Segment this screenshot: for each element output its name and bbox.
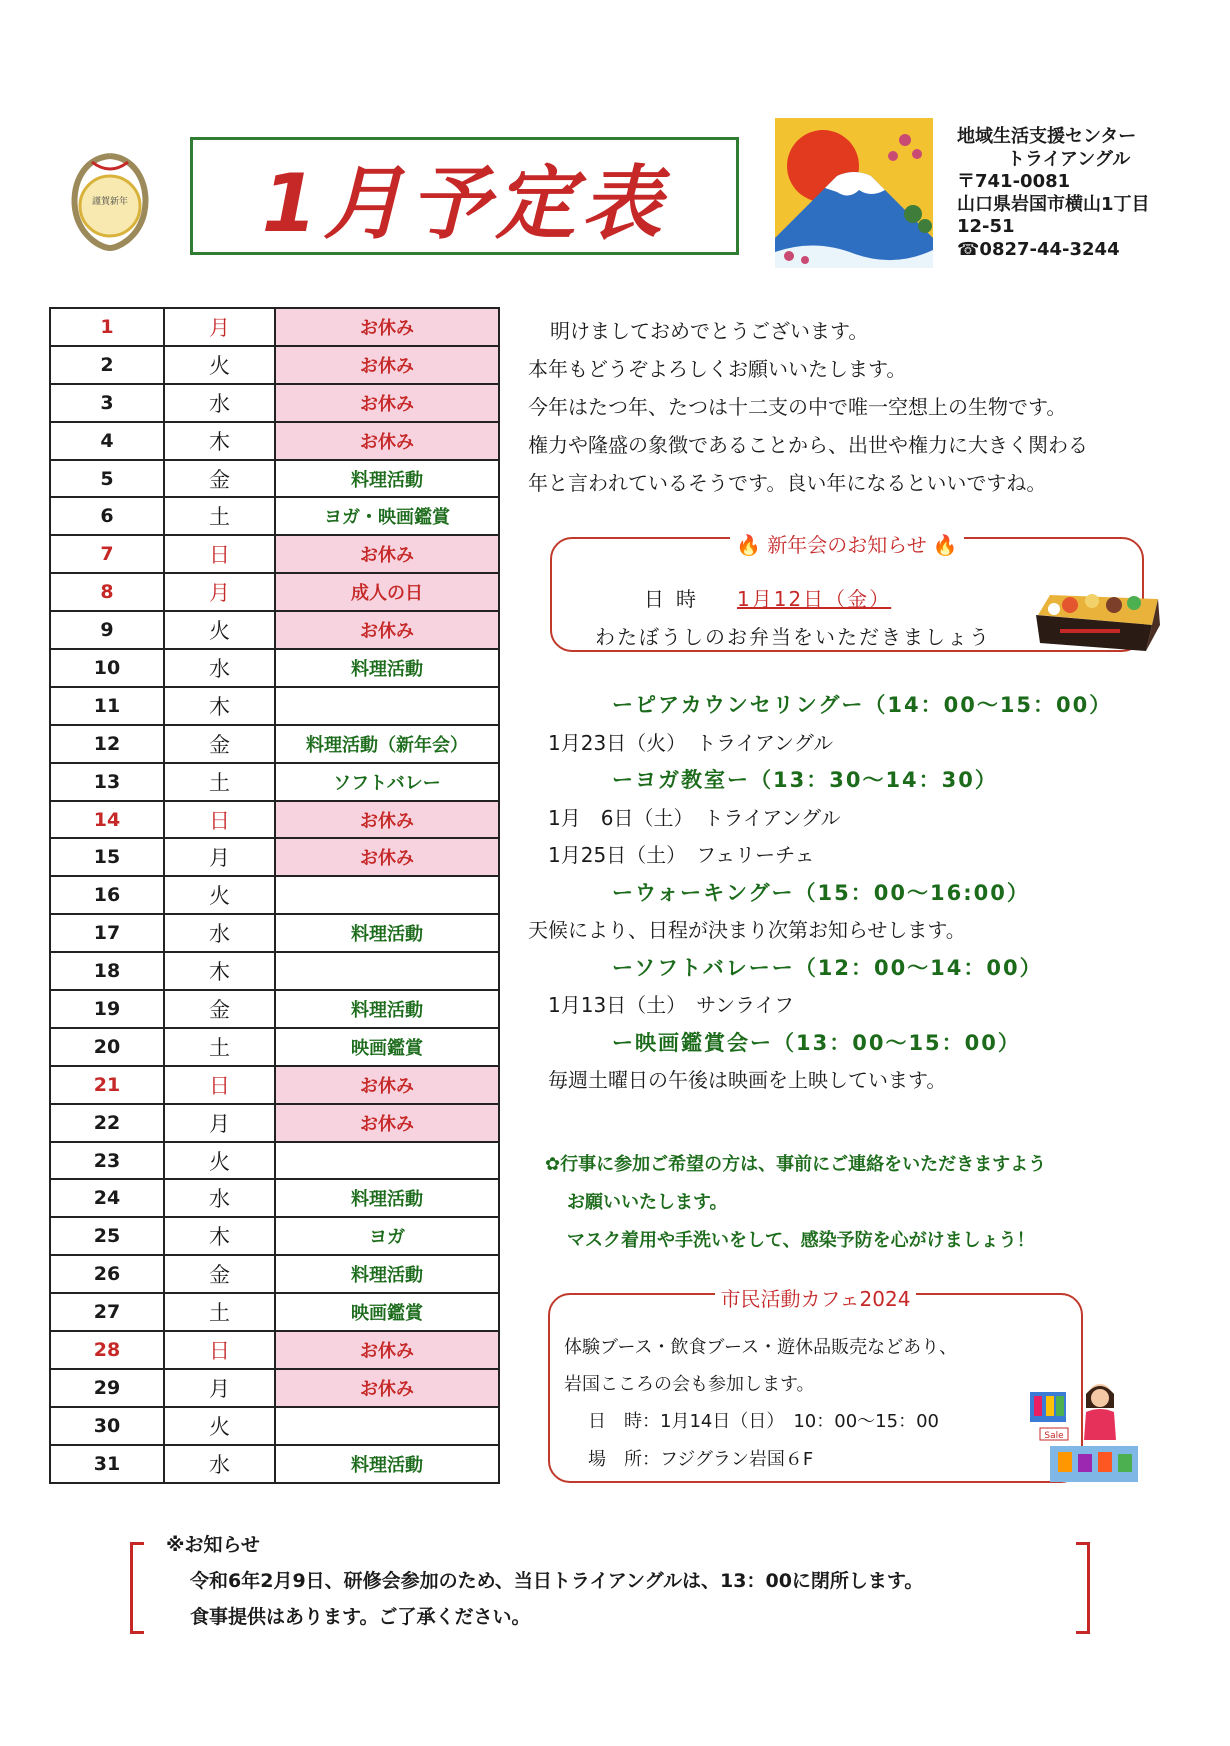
event-heading: ー映画鑑賞会ー（13：00～15：00） [612, 1030, 1021, 1055]
schedule-event: お休み [275, 422, 499, 460]
event-heading: ーウォーキングー（15：00～16:00） [612, 880, 1030, 905]
schedule-day: 27 [50, 1293, 164, 1331]
event-detail: 1月23日（火） トライアングル [548, 730, 834, 755]
event-heading: ーピアカウンセリングー（14：00～15：00） [612, 693, 1113, 717]
party-note: わたぼうしのお弁当をいただきましょう [595, 625, 991, 649]
notice-line: マスク着用や手洗いをして、感染予防を心がけましょう！ [567, 1230, 1035, 1251]
schedule-row [50, 1407, 499, 1445]
wreath-text: 謹賀新年 [91, 197, 129, 207]
schedule-day: 1 [50, 308, 164, 346]
schedule-row [50, 1331, 499, 1369]
new-year-wreath-image [62, 148, 158, 252]
schedule-event: お休み [275, 1369, 499, 1407]
schedule-weekday: 月 [164, 1104, 275, 1142]
closing-notice [130, 1530, 1090, 1630]
schedule-event: 料理活動 [275, 914, 499, 952]
schedule-weekday: 火 [164, 346, 275, 384]
greeting-line: 権力や隆盛の象徴であることから、出世や権力に大きく関わる [528, 432, 1088, 457]
cafe-place: 場 所：フジグラン岩国６F [588, 1449, 814, 1470]
page-title: 1月予定表 [261, 156, 668, 250]
schedule-weekday: 水 [164, 649, 275, 687]
schedule-day: 9 [50, 611, 164, 649]
schedule-row [50, 952, 499, 990]
new-year-party-title-text: 新年会のお知らせ [761, 533, 932, 557]
schedule-weekday: 木 [164, 952, 275, 990]
schedule-row [50, 1142, 499, 1180]
schedule-event: 料理活動 [275, 1179, 499, 1217]
schedule-day: 5 [50, 460, 164, 498]
schedule-weekday: 月 [164, 838, 275, 876]
cafe-line: 体験ブース・飲食ブース・遊休品販売などあり、 [564, 1337, 958, 1358]
greeting-line: 年と言われているそうです。良い年になるといいですね。 [528, 470, 1047, 495]
schedule-weekday: 土 [164, 1028, 275, 1066]
schedule-weekday: 木 [164, 687, 275, 725]
schedule-row [50, 687, 499, 725]
organization-info [957, 126, 1217, 261]
schedule-table [49, 307, 500, 1484]
party-date: 1月12日（金） [737, 587, 892, 611]
event-detail: 毎週土曜日の午後は映画を上映しています。 [548, 1068, 947, 1092]
schedule-event [275, 1142, 499, 1180]
bento-box-image [1030, 585, 1165, 655]
schedule-row [50, 422, 499, 460]
shopping-woman-image [1030, 1378, 1140, 1486]
org-name-line1: 地域生活支援センター [957, 126, 1137, 147]
schedule-row [50, 535, 499, 573]
schedule-event: お休み [275, 384, 499, 422]
citizen-cafe-box [548, 1287, 1083, 1483]
schedule-event [275, 1407, 499, 1445]
schedule-event: 料理活動 [275, 649, 499, 687]
schedule-event: 料理活動 [275, 1255, 499, 1293]
schedule-weekday: 土 [164, 1293, 275, 1331]
schedule-day: 23 [50, 1142, 164, 1180]
schedule-day: 19 [50, 990, 164, 1028]
schedule-day: 29 [50, 1369, 164, 1407]
schedule-weekday: 月 [164, 573, 275, 611]
schedule-weekday: 水 [164, 914, 275, 952]
schedule-day: 26 [50, 1255, 164, 1293]
greeting-line: 今年はたつ年、たつは十二支の中で唯一空想上の生物です。 [528, 394, 1067, 419]
left-bracket [130, 1542, 144, 1634]
schedule-weekday: 日 [164, 535, 275, 573]
mount-fuji-sunrise-image [775, 118, 933, 268]
schedule-day: 30 [50, 1407, 164, 1445]
schedule-day: 4 [50, 422, 164, 460]
schedule-weekday: 土 [164, 763, 275, 801]
schedule-day: 25 [50, 1217, 164, 1255]
org-phone: ☎0827-44-3244 [957, 238, 1120, 260]
party-date-label: 日時 [644, 587, 708, 611]
schedule-row [50, 838, 499, 876]
schedule-day: 11 [50, 687, 164, 725]
schedule-event: 料理活動 [275, 1445, 499, 1483]
schedule-row [50, 1255, 499, 1293]
new-year-party-title: 🔥 新年会のお知らせ 🔥 [730, 533, 963, 557]
schedule-event: お休み [275, 346, 499, 384]
schedule-row [50, 460, 499, 498]
schedule-day: 14 [50, 801, 164, 839]
schedule-event: 料理活動 [275, 460, 499, 498]
participation-notice [545, 1146, 1046, 1260]
notice-line: お願いいたします。 [567, 1192, 728, 1213]
schedule-day: 20 [50, 1028, 164, 1066]
schedule-day: 12 [50, 725, 164, 763]
event-detail: 天候により、日程が決まり次第お知らせします。 [528, 918, 966, 942]
org-postal: 〒741-0081 [957, 171, 1071, 192]
schedule-row [50, 876, 499, 914]
schedule-row [50, 1028, 499, 1066]
schedule-row [50, 1104, 499, 1142]
schedule-row [50, 1217, 499, 1255]
schedule-event: お休み [275, 838, 499, 876]
sale-sign-text: Sale [1044, 1431, 1064, 1441]
schedule-event: 料理活動（新年会） [275, 725, 499, 763]
right-bracket [1076, 1542, 1090, 1634]
schedule-weekday: 土 [164, 497, 275, 535]
schedule-weekday: 月 [164, 1369, 275, 1407]
schedule-day: 16 [50, 876, 164, 914]
schedule-day: 2 [50, 346, 164, 384]
schedule-event: お休み [275, 308, 499, 346]
schedule-day: 7 [50, 535, 164, 573]
schedule-weekday: 金 [164, 725, 275, 763]
schedule-day: 8 [50, 573, 164, 611]
schedule-event: 成人の日 [275, 573, 499, 611]
schedule-day: 10 [50, 649, 164, 687]
schedule-row [50, 1445, 499, 1483]
event-detail: 1月25日（土） フェリーチェ [548, 843, 815, 867]
closing-notice-line: 令和6年2月9日、研修会参加のため、当日トライアングルは、13：00に閉所します。 [190, 1570, 924, 1592]
schedule-event: 映画鑑賞 [275, 1293, 499, 1331]
schedule-day: 22 [50, 1104, 164, 1142]
schedule-row [50, 725, 499, 763]
schedule-weekday: 日 [164, 1331, 275, 1369]
schedule-weekday: 木 [164, 422, 275, 460]
schedule-weekday: 火 [164, 611, 275, 649]
notice-line: ✿行事に参加ご希望の方は、事前にご連絡をいただきますよう [545, 1154, 1047, 1175]
schedule-row [50, 497, 499, 535]
schedule-day: 3 [50, 384, 164, 422]
schedule-weekday: 火 [164, 876, 275, 914]
cafe-title: 市民活動カフェ2024 [715, 1287, 917, 1311]
event-heading: ーヨガ教室ー（13：30～14：30） [612, 768, 998, 792]
org-address2: 12-51 [957, 216, 1015, 237]
event-detail: 1月 6日（土） トライアングル [548, 805, 841, 830]
schedule-row [50, 308, 499, 346]
cafe-datetime: 日 時：1月14日（日） 10：00～15：00 [588, 1411, 939, 1432]
schedule-row [50, 990, 499, 1028]
schedule-weekday: 水 [164, 384, 275, 422]
schedule-day: 6 [50, 497, 164, 535]
schedule-day: 15 [50, 838, 164, 876]
closing-notice-line: 食事提供はあります。ご了承ください。 [190, 1606, 531, 1628]
org-name-line2: トライアングル [1007, 148, 1131, 170]
event-heading: ーソフトバレーー（12：00～14：00） [612, 955, 1043, 980]
org-address: 山口県岩国市横山1丁目 [957, 193, 1150, 215]
cafe-line: 岩国こころの会も参加します。 [564, 1374, 815, 1395]
schedule-day: 18 [50, 952, 164, 990]
schedule-event: お休み [275, 1104, 499, 1142]
closing-notice-title: ※お知らせ [166, 1534, 260, 1556]
schedule-day: 24 [50, 1179, 164, 1217]
schedule-event [275, 687, 499, 725]
title-box [190, 137, 739, 255]
schedule-weekday: 月 [164, 308, 275, 346]
schedule-weekday: 金 [164, 990, 275, 1028]
schedule-weekday: 水 [164, 1179, 275, 1217]
schedule-row [50, 763, 499, 801]
greeting-text [528, 313, 1188, 503]
schedule-weekday: 火 [164, 1142, 275, 1180]
schedule-event: ソフトバレー [275, 763, 499, 801]
schedule-row [50, 346, 499, 384]
schedule-event: お休み [275, 535, 499, 573]
schedule-row [50, 1179, 499, 1217]
schedule-weekday: 金 [164, 1255, 275, 1293]
schedule-row [50, 384, 499, 422]
greeting-line: 本年もどうぞよろしくお願いいたします。 [528, 356, 907, 381]
schedule-row [50, 914, 499, 952]
schedule-event [275, 876, 499, 914]
greeting-line: 明けましておめでとうございます。 [550, 319, 869, 343]
schedule-row [50, 1293, 499, 1331]
schedule-event: お休み [275, 1331, 499, 1369]
schedule-day: 31 [50, 1445, 164, 1483]
schedule-weekday: 火 [164, 1407, 275, 1445]
schedule-row [50, 611, 499, 649]
schedule-event: 料理活動 [275, 990, 499, 1028]
schedule-weekday: 日 [164, 801, 275, 839]
schedule-weekday: 日 [164, 1066, 275, 1104]
schedule-row [50, 1369, 499, 1407]
event-detail: 1月13日（土） サンライフ [548, 993, 794, 1017]
schedule-weekday: 金 [164, 460, 275, 498]
schedule-event: 映画鑑賞 [275, 1028, 499, 1066]
schedule-day: 21 [50, 1066, 164, 1104]
schedule-day: 17 [50, 914, 164, 952]
schedule-event: ヨガ [275, 1217, 499, 1255]
schedule-event: ヨガ・映画鑑賞 [275, 497, 499, 535]
schedule-event: お休み [275, 611, 499, 649]
schedule-event [275, 952, 499, 990]
schedule-event: お休み [275, 1066, 499, 1104]
schedule-row [50, 1066, 499, 1104]
schedule-weekday: 水 [164, 1445, 275, 1483]
schedule-weekday: 木 [164, 1217, 275, 1255]
schedule-row [50, 573, 499, 611]
schedule-row [50, 649, 499, 687]
schedule-event: お休み [275, 801, 499, 839]
schedule-row [50, 801, 499, 839]
schedule-day: 13 [50, 763, 164, 801]
schedule-day: 28 [50, 1331, 164, 1369]
